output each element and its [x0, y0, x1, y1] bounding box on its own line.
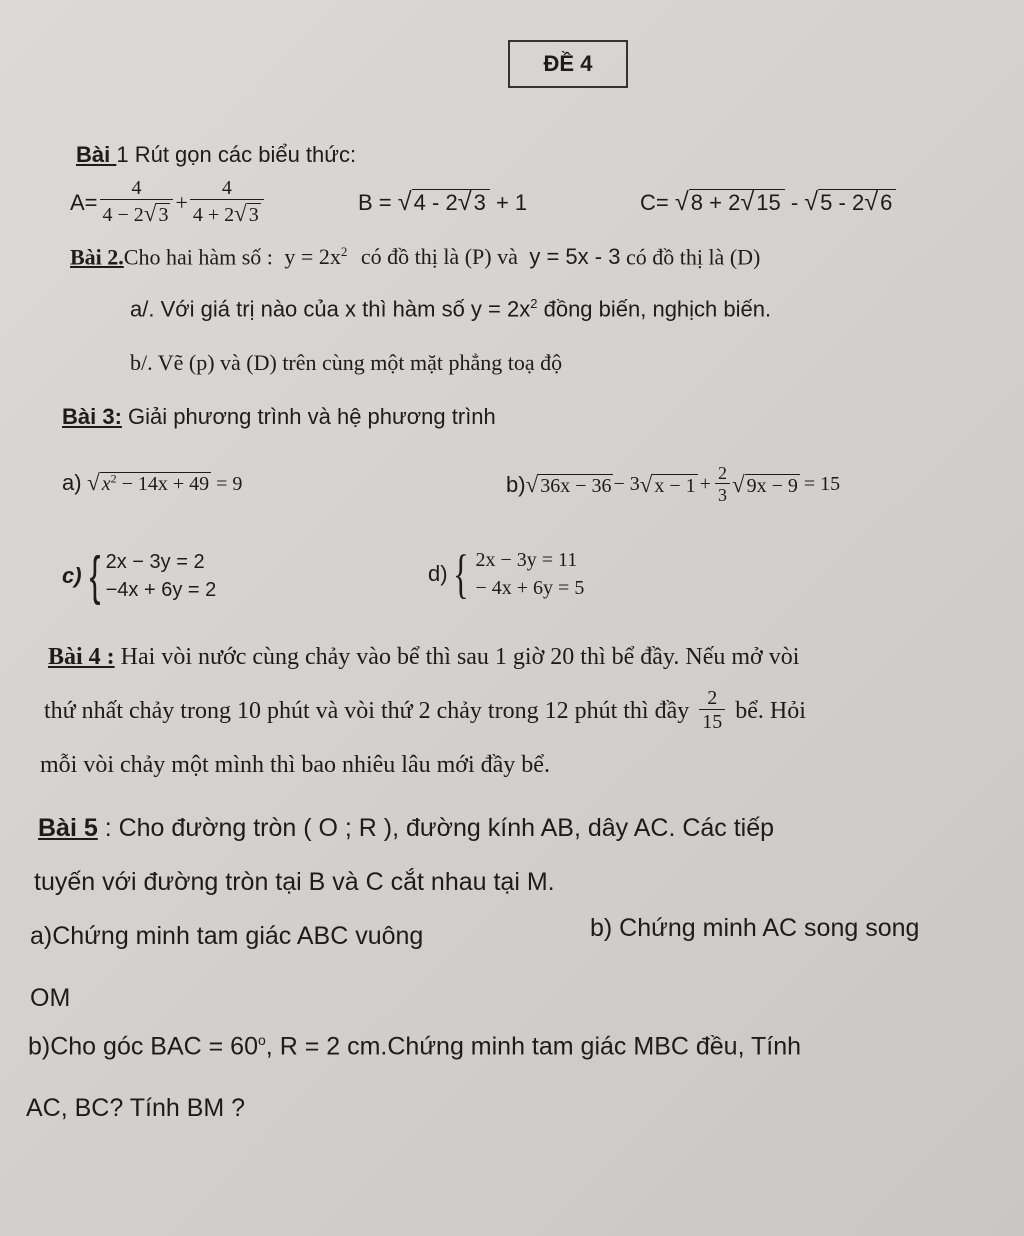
bai3-a-label: a) [62, 470, 82, 495]
bai1-text: 1 Rút gọn các biểu thức: [116, 142, 357, 167]
bai4-line2a: thứ nhất chảy trong 10 phút và vòi thứ 2 chảy trong 12 phút thì đầy [44, 697, 690, 724]
bai3-b-plus: + [699, 473, 711, 496]
bai3-a-rhs: = 9 [216, 473, 243, 495]
exam-title: ĐỀ 4 [543, 51, 593, 76]
bai2-text1: Cho hai hàm số : [123, 244, 273, 270]
bai4-line2b: bể. Hỏi [735, 697, 806, 724]
bai5-line1 [38, 814, 774, 843]
expr-a-plus: + [175, 189, 188, 215]
bai4-frac-num: 2 [707, 687, 718, 709]
bai2-text2: có đồ thị là (P) và [360, 244, 518, 270]
bai4-line2 [44, 688, 806, 734]
bai4-label: Bài 4 : [48, 644, 115, 670]
expression-b: B = √4 - 2√3 + 1 [358, 188, 528, 216]
bai3-d-eq1: 2x − 3y = 11 [475, 549, 578, 571]
bai5-last [26, 1094, 245, 1123]
bai4-fraction [699, 688, 725, 734]
bai5-last-text: AC, BC? Tính BM ? [26, 1094, 246, 1122]
bai2-a-tail: đồng biến, nghịch biến. [543, 296, 772, 322]
bai3-b-fnum: 2 [717, 463, 727, 483]
exam-title-box [508, 40, 628, 88]
bai5-b2a: b)Cho góc BAC = 60 [28, 1032, 258, 1061]
bai2-f1: y = 2x [284, 244, 341, 270]
expr-a-frac2: $\frac{4}{4 + 2√ 3}$ [190, 178, 264, 227]
bai3-c-eq1: 2x − 3y = 2 [105, 551, 205, 573]
bai4-line1 [48, 644, 799, 671]
expression-c: C= √8 + 2√15 - √5 - 2√6 [640, 188, 896, 217]
bai3-a-exp: 2 [110, 471, 117, 486]
bai5-om [30, 984, 70, 1013]
expr-b-rad: 3 [473, 190, 486, 215]
bai3-d-label: d) [428, 561, 448, 586]
bai3-part-a: a) √ $x^2 - 14x + 49 = 9$ [62, 470, 243, 495]
expr-c-inner2: 5 - 2 [820, 190, 865, 215]
bai4-line3 [40, 752, 550, 779]
bai5-line2 [34, 868, 555, 897]
bai3-text: Giải phương trình và hệ phương trình [121, 404, 496, 429]
expr-a-frac2-rad: 3 [248, 204, 259, 226]
bai3-d-eq2: − 4x + 6y = 5 [475, 577, 585, 599]
bai3-c-eq2: −4x + 6y = 2 [105, 579, 217, 601]
bai3-a-x: x [101, 473, 111, 495]
bai5-degree: o [258, 1032, 266, 1048]
expr-c-rad1: 15 [756, 190, 781, 215]
bai2-part-a [130, 296, 771, 322]
expr-c-minus: - [790, 190, 799, 215]
expr-a-frac1-den: 4 − 2 [102, 204, 144, 226]
bai2-f2: y = 5x - 3 [529, 244, 621, 270]
bai3-b-r3: 9x − 9 [746, 474, 798, 497]
bai1-label: Bài [76, 142, 117, 167]
bai3-b-fden: 3 [715, 483, 730, 506]
expr-b-tail: + 1 [495, 190, 528, 215]
bai3-label: Bài 3: [62, 404, 122, 429]
bai5-line2-text: tuyến với đường tròn tại B và C cắt nhau tại M. [34, 868, 555, 896]
expr-a-frac1-num: 4 [131, 177, 142, 199]
bai3-d-system [448, 546, 585, 602]
bai1-heading [76, 142, 356, 168]
bai5-part-a [30, 922, 423, 951]
bai4-frac-den: 15 [699, 709, 725, 734]
bai2-f1-exp: 2 [340, 244, 348, 259]
bai3-c-system [86, 548, 217, 604]
bai2-heading [70, 244, 760, 270]
expr-a-frac1: $\frac{4}{4 - 2√ 3}$ [100, 178, 174, 227]
expr-b-inner: 4 - 2 [413, 190, 458, 215]
left-brace-icon: { [452, 544, 469, 604]
bai3-heading [62, 404, 496, 430]
bai3-c-label: c) [62, 563, 82, 588]
bai5-om-text: OM [30, 984, 71, 1012]
bai2-a-text: a/. Với giá trị nào của x thì hàm số y = 2x [130, 296, 531, 322]
expr-a-lhs: A= [70, 189, 98, 215]
expr-c-rad2: 6 [880, 190, 893, 215]
bai4-line1-text: Hai vòi nước cùng chảy vào bể thì sau 1 giờ 20 thì bể đầy. Nếu mở vòi [114, 644, 800, 670]
bai3-b-r2: x − 1 [654, 474, 696, 497]
bai5-label: Bài 5 [38, 814, 98, 842]
bai2-label: Bài 2. [70, 244, 124, 270]
left-brace-icon: { [89, 546, 100, 606]
expr-c-inner1: 8 + 2 [690, 190, 741, 215]
bai2-part-b [130, 350, 562, 376]
bai5-b2b: , R = 2 cm.Chứng minh tam giác MBC đều, Tính [265, 1032, 802, 1061]
bai3-b-m1: − 3 [613, 473, 640, 496]
expr-c-lhs: C= [640, 190, 669, 215]
expr-a-frac2-den: 4 + 2 [192, 204, 235, 226]
bai3-b-r1: 36x − 36 [540, 474, 612, 497]
bai3-part-d [428, 546, 584, 602]
bai5-part-b2 [28, 1032, 801, 1061]
bai5-b1-text: b) Chứng minh AC song song [590, 914, 920, 942]
bai3-a-rest: − 14x + 49 [116, 473, 210, 495]
bai5-a-text: a)Chứng minh tam giác ABC vuông [30, 922, 424, 950]
bai2-a-exp: 2 [530, 296, 538, 311]
bai5-line1-text: : Cho đường tròn ( O ; R ), đường kính AB, dây AC. Các tiếp [97, 814, 775, 842]
expression-a [70, 178, 266, 227]
bai3-b-rhs: = 15 [803, 473, 841, 496]
bai4-line3-text: mỗi vòi chảy một mình thì bao nhiêu lâu mới đầy bể. [40, 752, 550, 778]
bai2-b-text: b/. Vẽ (p) và (D) trên cùng một mặt phẳng toạ độ [130, 350, 563, 375]
bai5-part-b1 [590, 914, 919, 943]
bai2-text3: có đồ thị là (D) [625, 244, 761, 270]
bai3-b-frac [715, 464, 730, 506]
expr-a-frac1-rad: 3 [158, 204, 169, 226]
bai3-part-b: b) √ 36x − 36 − 3 √ x − 1 + $\frac{2}{3}$ √ 9x − 9 = 15 [506, 463, 841, 505]
bai3-part-c [62, 548, 216, 604]
bai3-b-label: b) [506, 471, 526, 497]
expr-b-lhs: B = [358, 190, 392, 215]
expr-a-frac2-num: 4 [221, 177, 232, 199]
